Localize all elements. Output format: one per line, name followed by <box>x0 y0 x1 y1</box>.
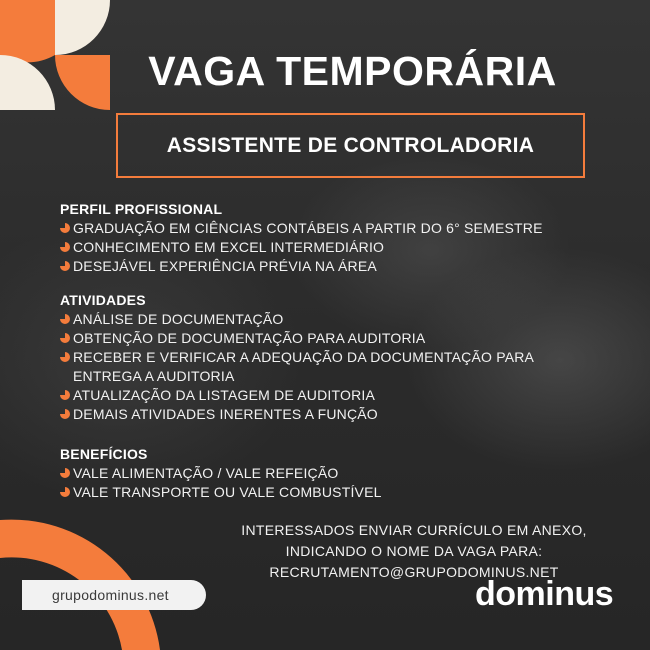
website-link[interactable]: grupodominus.net <box>52 587 169 603</box>
orange-bullet-icon <box>60 468 70 478</box>
orange-bullet-icon <box>60 487 70 497</box>
job-title-box <box>116 113 585 178</box>
list-item: DEMAIS ATIVIDADES INERENTES A FUNÇÃO <box>60 405 590 424</box>
contact-line-1: INTERESSADOS ENVIAR CURRÍCULO EM ANEXO, <box>241 522 587 538</box>
list-item: ANÁLISE DE DOCUMENTAÇÃO <box>60 310 590 329</box>
list-item: ATUALIZAÇÃO DA LISTAGEM DE AUDITORIA <box>60 386 590 405</box>
list-item: VALE ALIMENTAÇÃO / VALE REFEIÇÃO <box>60 464 382 483</box>
website-pill[interactable] <box>22 580 206 610</box>
contact-line-2: INDICANDO O NOME DA VAGA PARA: <box>285 543 543 559</box>
list-item: DESEJÁVEL EXPERIÊNCIA PRÉVIA NA ÁREA <box>60 257 543 276</box>
orange-bullet-icon <box>60 314 70 324</box>
orange-bullet-icon <box>60 242 70 252</box>
benefits-list <box>60 464 382 502</box>
benefits-heading: BENEFÍCIOS <box>60 446 148 462</box>
brand-logo <box>475 575 613 614</box>
activities-heading: ATIVIDADES <box>60 292 146 308</box>
list-item: RECEBER E VERIFICAR A ADEQUAÇÃO DA DOCUMENTAÇÃO PARA ENTREGA A AUDITORIA <box>60 348 590 386</box>
contact-info <box>214 520 614 583</box>
brand-logo-text: dominus <box>475 575 614 613</box>
activities-list <box>60 310 590 424</box>
orange-bullet-icon <box>60 223 70 233</box>
page-title: VAGA TEMPORÁRIA <box>148 48 557 94</box>
list-item: GRADUAÇÃO EM CIÊNCIAS CONTÁBEIS A PARTIR DO 6° SEMESTRE <box>60 219 543 238</box>
list-item: VALE TRANSPORTE OU VALE COMBUSTÍVEL <box>60 483 382 502</box>
job-title: ASSISTENTE DE CONTROLADORIA <box>166 133 535 157</box>
benefits-section <box>60 446 382 502</box>
profile-list <box>60 219 543 276</box>
orange-bullet-icon <box>60 390 70 400</box>
cream-leaf-shape <box>55 0 110 55</box>
contact-email[interactable]: RECRUTAMENTO@GRUPODOMINUS.NET <box>269 564 559 580</box>
profile-heading: PERFIL PROFISSIONAL <box>60 201 223 217</box>
orange-bullet-icon <box>60 261 70 271</box>
orange-bullet-icon <box>60 352 70 362</box>
activities-section <box>60 292 590 424</box>
profile-section <box>60 201 543 276</box>
orange-bullet-icon <box>60 409 70 419</box>
list-item: OBTENÇÃO DE DOCUMENTAÇÃO PARA AUDITORIA <box>60 329 590 348</box>
list-item: CONHECIMENTO EM EXCEL INTERMEDIÁRIO <box>60 238 543 257</box>
orange-bullet-icon <box>60 333 70 343</box>
